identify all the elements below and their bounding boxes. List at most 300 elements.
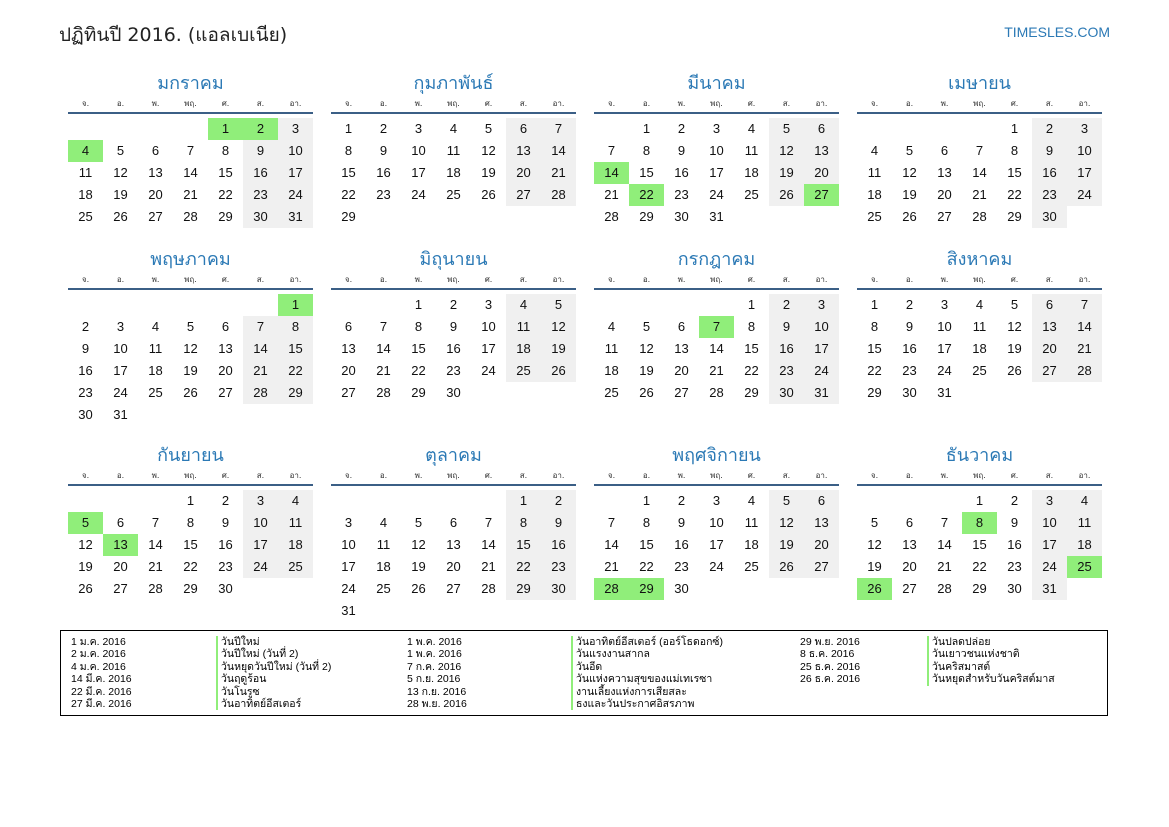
holiday-legend (60, 630, 1108, 716)
legend-row (71, 673, 331, 685)
weekday-header (331, 470, 576, 486)
holiday-name: วันหยุดสำหรับวันคริสต์มาส (927, 673, 1055, 685)
day-cell: 9 (379, 143, 388, 158)
day-cell: 9 (677, 143, 686, 158)
day-cell: 19 (541, 338, 576, 360)
day-cell: 1 (642, 493, 651, 508)
day-cell: 23 (674, 559, 689, 574)
day-cell: 17 (411, 165, 426, 180)
day-cell: 4 (747, 121, 756, 136)
weekday-label: อ. (116, 471, 125, 480)
day-cell: 19 (183, 363, 198, 378)
holiday-name: วันอีด (571, 661, 602, 673)
legend-column (407, 636, 723, 710)
day-cell: 27 (341, 385, 356, 400)
day-cell: 30 (446, 385, 461, 400)
day-cell: 4 (379, 515, 388, 530)
holiday-date: 5 ก.ย. 2016 (407, 673, 461, 686)
day-cell: 22 (744, 363, 759, 378)
legend-row (800, 648, 1055, 660)
day-cell: 4 (607, 319, 616, 334)
day-cell: 20 (902, 559, 917, 574)
day-cell: 20 (674, 363, 689, 378)
weekday-label: พฤ. (447, 471, 460, 480)
weekday-label: ส. (1045, 471, 1054, 480)
days-grid (857, 118, 1102, 228)
day-cell: 8 (506, 512, 541, 534)
day-cell: 22 (506, 556, 541, 578)
day-cell: 3 (1067, 118, 1102, 140)
day-cell: 22 (183, 559, 198, 574)
day-cell: 6 (940, 143, 949, 158)
empty-cell (68, 118, 103, 140)
day-cell: 7 (607, 515, 616, 530)
day-cell: 20 (148, 187, 163, 202)
weekday-label: จ. (870, 471, 879, 480)
weekday-label: อ. (642, 471, 651, 480)
day-cell: 25 (867, 209, 882, 224)
empty-cell (366, 490, 401, 512)
day-cell: 29 (639, 209, 654, 224)
empty-cell (892, 118, 927, 140)
day-cell: 26 (183, 385, 198, 400)
day-cell: 5 (186, 319, 195, 334)
day-cell: 1 (344, 121, 353, 136)
day-cell: 30 (674, 209, 689, 224)
weekday-label: อา. (1078, 275, 1091, 284)
day-cell: 5 (1010, 297, 1019, 312)
weekday-label: ศ. (1010, 275, 1019, 284)
day-cell: 10 (243, 512, 278, 534)
day-cell: 15 (744, 341, 759, 356)
weekday-label: อ. (379, 275, 388, 284)
day-cell: 26 (541, 360, 576, 382)
day-cell: 21 (376, 363, 391, 378)
day-cell: 4 (747, 493, 756, 508)
weekday-label: พฤ. (973, 471, 986, 480)
weekday-label: ศ. (747, 99, 756, 108)
day-cell: 24 (709, 187, 724, 202)
day-cell: 23 (243, 184, 278, 206)
day-cell: 9 (81, 341, 90, 356)
site-link[interactable]: TIMESLES.COM (1004, 24, 1110, 40)
day-cell: 25 (148, 385, 163, 400)
holiday-day-cell: 26 (857, 578, 892, 600)
weekday-label: ส. (782, 99, 791, 108)
day-cell: 31 (937, 385, 952, 400)
weekday-label: ศ. (484, 99, 493, 108)
month-calendar (594, 442, 839, 625)
days-grid (594, 118, 839, 228)
day-cell: 18 (1067, 534, 1102, 556)
weekday-label: พ. (151, 471, 160, 480)
weekday-header (68, 98, 313, 114)
day-cell: 26 (78, 581, 93, 596)
day-cell: 18 (446, 165, 461, 180)
empty-cell (927, 490, 962, 512)
month-calendar (594, 246, 839, 442)
day-cell: 12 (411, 537, 426, 552)
day-cell: 17 (1032, 534, 1067, 556)
weekday-label: อ. (379, 99, 388, 108)
holiday-day-cell: 8 (962, 512, 997, 534)
day-cell: 24 (1067, 184, 1102, 206)
day-cell: 13 (446, 537, 461, 552)
day-cell: 15 (639, 537, 654, 552)
month-title: สิงหาคม (946, 249, 1013, 270)
day-cell: 24 (481, 363, 496, 378)
weekday-label: อา. (289, 99, 302, 108)
day-cell: 9 (449, 319, 458, 334)
day-cell: 31 (341, 603, 356, 618)
month-calendar (857, 442, 1102, 625)
day-cell: 29 (278, 382, 313, 404)
empty-cell (331, 294, 366, 316)
holiday-day-cell: 4 (68, 140, 103, 162)
weekday-label: พ. (414, 471, 423, 480)
holiday-date: 14 มี.ค. 2016 (71, 673, 132, 686)
day-cell: 11 (376, 537, 391, 552)
day-cell: 12 (769, 140, 804, 162)
day-cell: 3 (278, 118, 313, 140)
weekday-label: จ. (870, 275, 879, 284)
day-cell: 13 (218, 341, 233, 356)
empty-cell (857, 118, 892, 140)
day-cell: 3 (484, 297, 493, 312)
day-cell: 31 (1032, 578, 1067, 600)
day-cell: 14 (1067, 316, 1102, 338)
month-title: มิถุนายน (419, 249, 488, 270)
day-cell: 15 (972, 537, 987, 552)
day-cell: 24 (709, 559, 724, 574)
weekday-label: พ. (151, 275, 160, 284)
day-cell: 10 (937, 319, 952, 334)
day-cell: 20 (341, 363, 356, 378)
day-cell: 28 (183, 209, 198, 224)
holiday-name: ธงและวันประกาศอิสรภาพ (571, 698, 694, 710)
empty-cell (173, 294, 208, 316)
day-cell: 5 (642, 319, 651, 334)
day-cell: 16 (902, 341, 917, 356)
weekday-label: พฤ. (710, 275, 723, 284)
day-cell: 10 (709, 143, 724, 158)
empty-cell (857, 490, 892, 512)
day-cell: 15 (506, 534, 541, 556)
day-cell: 6 (221, 319, 230, 334)
weekday-label: พ. (414, 99, 423, 108)
day-cell: 8 (642, 143, 651, 158)
weekday-label: จ. (870, 99, 879, 108)
holiday-date: 8 ธ.ค. 2016 (800, 648, 855, 661)
day-cell: 3 (116, 319, 125, 334)
day-cell: 18 (744, 537, 759, 552)
day-cell: 8 (344, 143, 353, 158)
weekday-header (857, 98, 1102, 114)
month-calendar (68, 70, 313, 246)
day-cell: 15 (341, 165, 356, 180)
month-title: กรกฎาคม (677, 249, 756, 270)
day-cell: 26 (1007, 363, 1022, 378)
holiday-date: 25 ธ.ค. 2016 (800, 660, 861, 673)
day-cell: 18 (744, 165, 759, 180)
day-cell: 19 (481, 165, 496, 180)
weekday-label: อ. (905, 275, 914, 284)
legend-row (407, 673, 723, 685)
day-cell: 13 (804, 140, 839, 162)
day-cell: 4 (975, 297, 984, 312)
weekday-label: อ. (116, 275, 125, 284)
day-cell: 3 (804, 294, 839, 316)
day-cell: 13 (1032, 316, 1067, 338)
day-cell: 29 (218, 209, 233, 224)
weekday-label: ส. (1045, 275, 1054, 284)
holiday-day-cell: 14 (594, 162, 629, 184)
weekday-label: จ. (81, 471, 90, 480)
day-cell: 2 (1032, 118, 1067, 140)
day-cell: 23 (218, 559, 233, 574)
month-calendar (594, 70, 839, 246)
day-cell: 10 (113, 341, 128, 356)
weekday-label: อ. (642, 275, 651, 284)
day-cell: 23 (446, 363, 461, 378)
day-cell: 7 (243, 316, 278, 338)
weekday-label: ส. (256, 99, 265, 108)
day-cell: 7 (379, 319, 388, 334)
day-cell: 31 (278, 206, 313, 228)
day-cell: 16 (674, 165, 689, 180)
weekday-header (857, 274, 1102, 290)
day-cell: 16 (541, 534, 576, 556)
days-grid (68, 490, 313, 600)
legend-row (407, 698, 723, 710)
day-cell: 28 (148, 581, 163, 596)
day-cell: 21 (243, 360, 278, 382)
empty-cell (664, 294, 699, 316)
holiday-name: วันปีใหม่ (วันที่ 2) (216, 648, 298, 660)
day-cell: 27 (148, 209, 163, 224)
day-cell: 7 (541, 118, 576, 140)
weekday-label: ศ. (1010, 471, 1019, 480)
day-cell: 22 (639, 559, 654, 574)
day-cell: 6 (449, 515, 458, 530)
day-cell: 7 (151, 515, 160, 530)
legend-row (71, 648, 331, 660)
legend-column (800, 636, 1055, 686)
days-grid (331, 294, 576, 404)
day-cell: 5 (541, 294, 576, 316)
holiday-name: วันเยาวชนแห่งชาติ (927, 648, 1020, 660)
weekday-header (331, 98, 576, 114)
holiday-date: 1 พ.ค. 2016 (407, 648, 462, 661)
day-cell: 14 (709, 341, 724, 356)
day-cell: 20 (446, 559, 461, 574)
day-cell: 1 (1010, 121, 1019, 136)
month-title: มกราคม (157, 73, 224, 94)
weekday-label: อ. (642, 99, 651, 108)
day-cell: 20 (218, 363, 233, 378)
day-cell: 19 (769, 162, 804, 184)
day-cell: 17 (113, 363, 128, 378)
day-cell: 30 (541, 578, 576, 600)
weekday-label: พ. (677, 99, 686, 108)
day-cell: 20 (804, 162, 839, 184)
day-cell: 29 (867, 385, 882, 400)
legend-row (407, 648, 723, 660)
day-cell: 23 (541, 556, 576, 578)
day-cell: 22 (972, 559, 987, 574)
day-cell: 25 (604, 385, 619, 400)
day-cell: 16 (243, 162, 278, 184)
weekday-label: จ. (607, 275, 616, 284)
day-cell: 23 (1032, 184, 1067, 206)
day-cell: 9 (243, 140, 278, 162)
day-cell: 5 (116, 143, 125, 158)
day-cell: 16 (1007, 537, 1022, 552)
day-cell: 27 (218, 385, 233, 400)
day-cell: 28 (481, 581, 496, 596)
weekday-label: อา. (289, 471, 302, 480)
weekday-label: พฤ. (184, 99, 197, 108)
empty-cell (208, 294, 243, 316)
legend-row (71, 686, 331, 698)
legend-row (800, 636, 1055, 648)
day-cell: 26 (769, 556, 804, 578)
weekday-label: อ. (379, 471, 388, 480)
weekday-label: พฤ. (710, 471, 723, 480)
day-cell: 12 (639, 341, 654, 356)
day-cell: 23 (769, 360, 804, 382)
day-cell: 6 (804, 118, 839, 140)
weekday-label: พฤ. (710, 99, 723, 108)
weekday-label: ศ. (484, 275, 493, 284)
day-cell: 30 (902, 385, 917, 400)
legend-row (407, 686, 723, 698)
day-cell: 10 (709, 515, 724, 530)
empty-cell (103, 490, 138, 512)
holiday-name: วันอาทิตย์อีสเตอร์ (216, 698, 301, 710)
days-grid (594, 490, 839, 600)
weekday-header (594, 470, 839, 486)
weekday-label: ศ. (221, 471, 230, 480)
day-cell: 17 (481, 341, 496, 356)
day-cell: 24 (804, 360, 839, 382)
day-cell: 1 (414, 297, 423, 312)
legend-row (71, 698, 331, 710)
day-cell: 10 (1032, 512, 1067, 534)
holiday-name: วันปลดปล่อย (927, 636, 991, 648)
day-cell: 13 (937, 165, 952, 180)
day-cell: 7 (484, 515, 493, 530)
weekday-label: พฤ. (184, 471, 197, 480)
empty-cell (366, 294, 401, 316)
day-cell: 2 (769, 294, 804, 316)
day-cell: 22 (341, 187, 356, 202)
day-cell: 8 (186, 515, 195, 530)
day-cell: 17 (937, 341, 952, 356)
month-calendar (331, 442, 576, 625)
day-cell: 6 (344, 319, 353, 334)
day-cell: 6 (905, 515, 914, 530)
holiday-date: 29 พ.ย. 2016 (800, 636, 860, 648)
day-cell: 27 (804, 556, 839, 578)
day-cell: 12 (902, 165, 917, 180)
day-cell: 13 (902, 537, 917, 552)
day-cell: 26 (411, 581, 426, 596)
empty-cell (629, 294, 664, 316)
day-cell: 1 (642, 121, 651, 136)
empty-cell (594, 294, 629, 316)
day-cell: 1 (186, 493, 195, 508)
day-cell: 9 (541, 512, 576, 534)
day-cell: 19 (867, 559, 882, 574)
weekday-label: พ. (940, 471, 949, 480)
month-title: กุมภาพันธ์ (413, 73, 494, 94)
weekday-label: ส. (782, 275, 791, 284)
day-cell: 4 (449, 121, 458, 136)
legend-row (71, 636, 331, 648)
day-cell: 25 (744, 187, 759, 202)
day-cell: 17 (278, 162, 313, 184)
day-cell: 15 (278, 338, 313, 360)
day-cell: 29 (341, 209, 356, 224)
weekday-label: พ. (151, 99, 160, 108)
day-cell: 31 (804, 382, 839, 404)
day-cell: 19 (769, 534, 804, 556)
day-cell: 30 (1032, 206, 1067, 228)
day-cell: 18 (867, 187, 882, 202)
day-cell: 4 (506, 294, 541, 316)
day-cell: 24 (113, 385, 128, 400)
weekday-header (331, 274, 576, 290)
weekday-label: อา. (815, 99, 828, 108)
day-cell: 5 (484, 121, 493, 136)
month-title: ธันวาคม (945, 445, 1014, 466)
weekday-label: ส. (519, 275, 528, 284)
holiday-day-cell: 25 (1067, 556, 1102, 578)
weekday-label: ศ. (1010, 99, 1019, 108)
day-cell: 27 (674, 385, 689, 400)
day-cell: 28 (376, 385, 391, 400)
holiday-name: วันหยุดวันปีใหม่ (วันที่ 2) (216, 661, 331, 673)
day-cell: 30 (674, 581, 689, 596)
day-cell: 31 (113, 407, 128, 422)
day-cell: 13 (341, 341, 356, 356)
day-cell: 21 (148, 559, 163, 574)
day-cell: 14 (604, 537, 619, 552)
day-cell: 25 (506, 360, 541, 382)
day-cell: 10 (278, 140, 313, 162)
day-cell: 23 (376, 187, 391, 202)
day-cell: 30 (218, 581, 233, 596)
day-cell: 9 (221, 515, 230, 530)
legend-row (800, 661, 1055, 673)
day-cell: 16 (376, 165, 391, 180)
empty-cell (68, 294, 103, 316)
page-title: ปฏิทินปี 2016. (แอลเบเนีย) (59, 24, 288, 46)
day-cell: 28 (243, 382, 278, 404)
legend-row (800, 673, 1055, 685)
weekday-label: พฤ. (973, 275, 986, 284)
day-cell: 8 (870, 319, 879, 334)
day-cell: 27 (902, 581, 917, 596)
day-cell: 15 (218, 165, 233, 180)
days-grid (857, 294, 1102, 404)
holiday-date: 22 มี.ค. 2016 (71, 685, 132, 698)
holiday-name: วันแรงงานสากล (571, 648, 650, 660)
day-cell: 21 (604, 187, 619, 202)
day-cell: 10 (481, 319, 496, 334)
day-cell: 12 (481, 143, 496, 158)
